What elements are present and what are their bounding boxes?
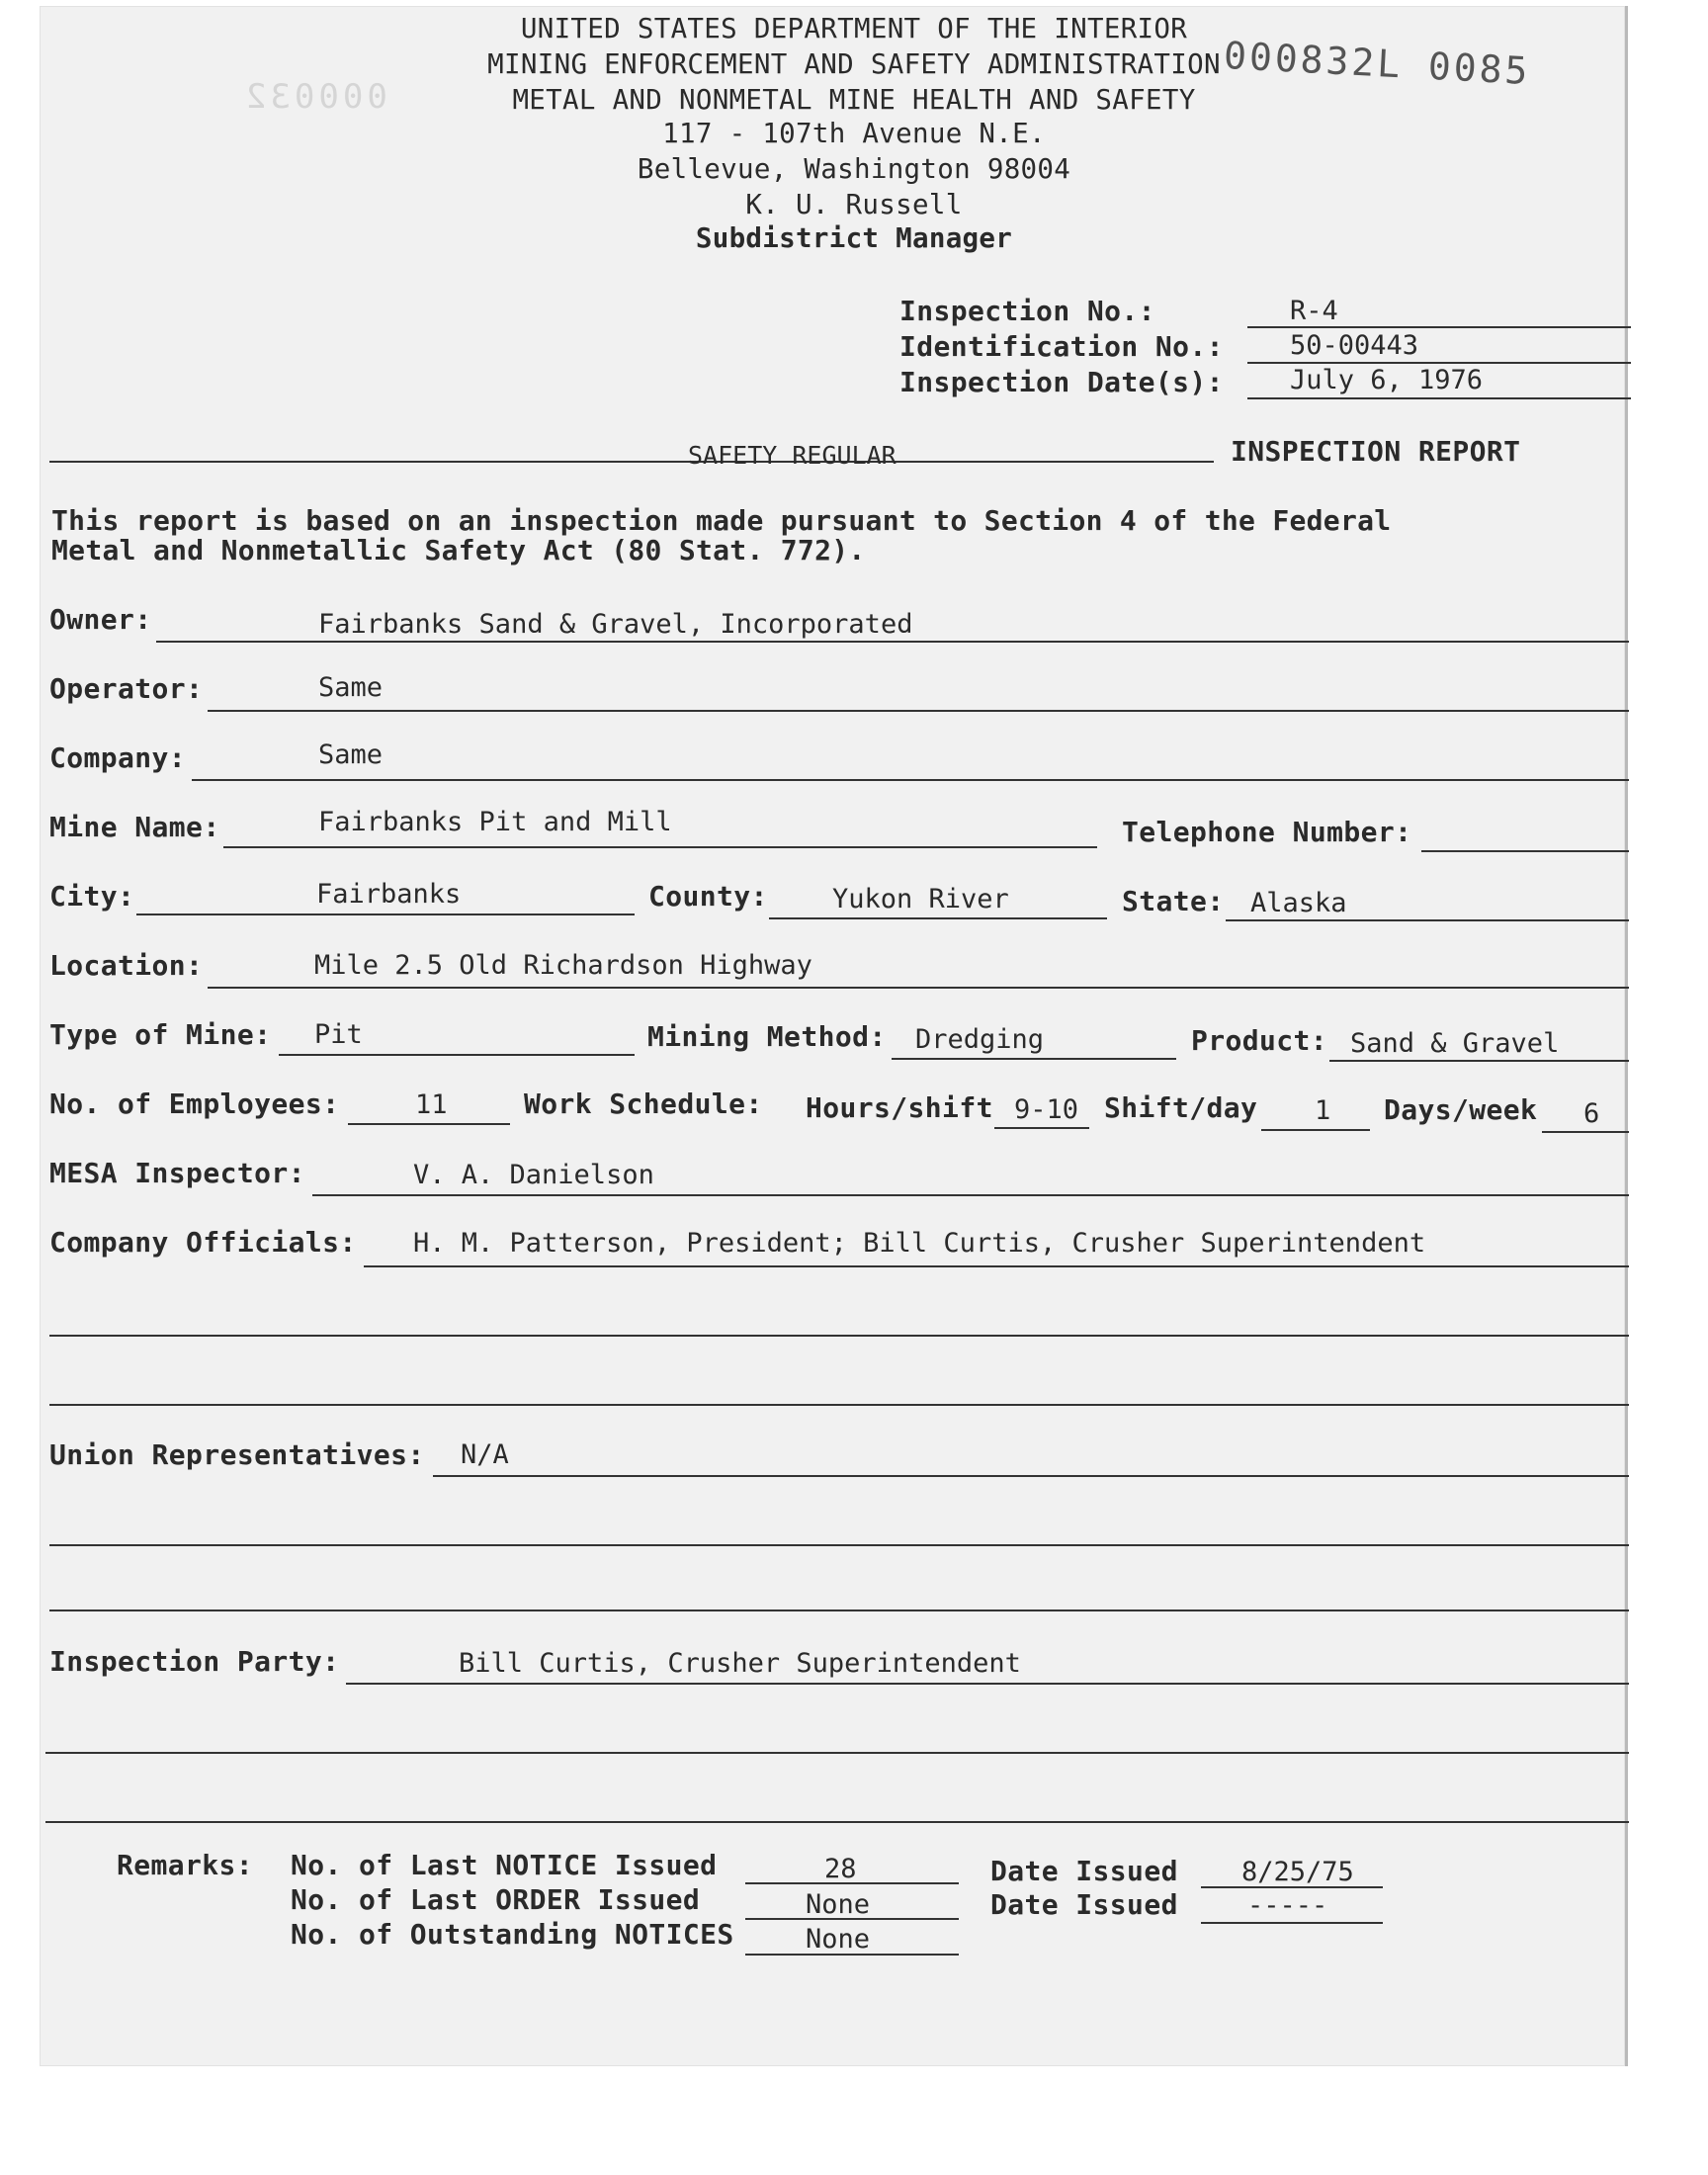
telephone-label: Telephone Number: bbox=[1122, 816, 1412, 848]
owner-value: Fairbanks Sand & Gravel, Incorporated bbox=[318, 609, 913, 640]
type-of-mine-label: Type of Mine: bbox=[49, 1018, 272, 1051]
agency-name: UNITED STATES DEPARTMENT OF THE INTERIOR bbox=[520, 13, 1188, 44]
location-line bbox=[208, 987, 1629, 989]
party-line bbox=[346, 1683, 1629, 1685]
order-date-label: Date Issued bbox=[990, 1888, 1178, 1921]
company-label: Company: bbox=[49, 741, 187, 774]
county-value: Yukon River bbox=[832, 884, 1009, 914]
intro-line-1: This report is based on an inspection made pursuant to Section 4 of the Federal bbox=[51, 504, 1392, 537]
identification-no-value: 50-00443 bbox=[1290, 330, 1419, 361]
telephone-line bbox=[1421, 850, 1629, 852]
union-value: N/A bbox=[461, 1439, 509, 1470]
report-type-line bbox=[49, 461, 1214, 463]
city-value: Fairbanks bbox=[316, 879, 462, 910]
inspector-value: V. A. Danielson bbox=[413, 1160, 654, 1190]
state-label: State: bbox=[1122, 885, 1225, 917]
party-extra-line-2 bbox=[45, 1821, 1629, 1823]
officials-extra-line-1 bbox=[49, 1335, 1629, 1337]
mine-name-label: Mine Name: bbox=[49, 811, 220, 843]
last-notice-value: 28 bbox=[824, 1854, 857, 1884]
party-value: Bill Curtis, Crusher Superintendent bbox=[459, 1648, 1021, 1679]
mining-method-value: Dredging bbox=[915, 1024, 1045, 1055]
manager-name: K. U. Russell bbox=[745, 189, 963, 220]
street-address: 117 - 107th Avenue N.E. bbox=[662, 118, 1046, 149]
product-value: Sand & Gravel bbox=[1350, 1028, 1560, 1059]
type-of-mine-line bbox=[279, 1054, 635, 1056]
report-type: SAFETY REGULAR bbox=[688, 441, 897, 470]
mine-name-line bbox=[223, 846, 1097, 848]
shift-day-line bbox=[1261, 1129, 1370, 1131]
employees-label: No. of Employees: bbox=[49, 1088, 340, 1120]
union-extra-line-1 bbox=[49, 1544, 1629, 1546]
city-address: Bellevue, Washington 98004 bbox=[637, 153, 1071, 185]
work-schedule-label: Work Schedule: bbox=[524, 1088, 763, 1120]
outstanding-notices-label: No. of Outstanding NOTICES bbox=[291, 1918, 734, 1951]
city-label: City: bbox=[49, 880, 135, 913]
mining-method-line bbox=[892, 1058, 1176, 1060]
operator-line bbox=[208, 710, 1629, 712]
hours-shift-value: 9-10 bbox=[1014, 1094, 1079, 1125]
intro-line-2: Metal and Nonmetallic Safety Act (80 Stat. 772). bbox=[51, 534, 866, 566]
ghost-stamp-number: 000032 bbox=[242, 77, 387, 117]
remarks-label: Remarks: bbox=[117, 1849, 254, 1881]
union-line bbox=[433, 1475, 1629, 1477]
division-name: METAL AND NONMETAL MINE HEALTH AND SAFETY bbox=[512, 84, 1196, 116]
employees-value: 11 bbox=[415, 1089, 448, 1120]
owner-label: Owner: bbox=[49, 603, 152, 636]
days-week-label: Days/week bbox=[1384, 1093, 1538, 1126]
inspector-label: MESA Inspector: bbox=[49, 1157, 305, 1189]
company-line bbox=[192, 779, 1629, 781]
location-label: Location: bbox=[49, 949, 204, 982]
inspector-line bbox=[312, 1194, 1629, 1196]
inspection-no-value: R-4 bbox=[1290, 296, 1338, 326]
manager-title: Subdistrict Manager bbox=[695, 222, 1013, 254]
inspection-dates-line bbox=[1247, 397, 1631, 399]
report-title: INSPECTION REPORT bbox=[1231, 435, 1521, 468]
union-extra-line-2 bbox=[49, 1610, 1629, 1611]
company-value: Same bbox=[318, 740, 384, 770]
type-of-mine-value: Pit bbox=[314, 1019, 363, 1050]
mine-name-value: Fairbanks Pit and Mill bbox=[318, 807, 672, 837]
party-extra-line-1 bbox=[45, 1752, 1629, 1754]
handwritten-stamp-number: 000832L 0085 bbox=[1223, 33, 1532, 94]
county-label: County: bbox=[648, 880, 768, 913]
party-label: Inspection Party: bbox=[49, 1645, 340, 1678]
days-week-value: 6 bbox=[1583, 1098, 1600, 1129]
location-value: Mile 2.5 Old Richardson Highway bbox=[314, 950, 812, 981]
county-line bbox=[769, 917, 1107, 919]
administration-name: MINING ENFORCEMENT AND SAFETY ADMINISTRATION bbox=[487, 48, 1221, 80]
officials-label: Company Officials: bbox=[49, 1226, 357, 1259]
shift-day-value: 1 bbox=[1315, 1095, 1331, 1126]
hours-shift-line bbox=[994, 1127, 1089, 1129]
last-order-label: No. of Last ORDER Issued bbox=[291, 1883, 701, 1916]
operator-value: Same bbox=[318, 672, 384, 703]
inspection-dates-label: Inspection Date(s): bbox=[899, 366, 1224, 398]
last-notice-label: No. of Last NOTICE Issued bbox=[291, 1849, 718, 1881]
last-order-value: None bbox=[806, 1889, 871, 1920]
order-date-value: ----- bbox=[1247, 1890, 1328, 1921]
identification-no-label: Identification No.: bbox=[899, 330, 1224, 363]
days-week-line bbox=[1542, 1131, 1629, 1133]
inspection-no-label: Inspection No.: bbox=[899, 295, 1155, 327]
inspection-dates-value: July 6, 1976 bbox=[1290, 365, 1484, 395]
operator-label: Operator: bbox=[49, 672, 204, 705]
hours-shift-label: Hours/shift bbox=[806, 1091, 993, 1124]
employees-line bbox=[348, 1123, 510, 1125]
product-label: Product: bbox=[1191, 1024, 1328, 1057]
shift-day-label: Shift/day bbox=[1104, 1091, 1258, 1124]
mining-method-label: Mining Method: bbox=[647, 1020, 887, 1053]
officials-extra-line-2 bbox=[49, 1404, 1629, 1406]
officials-line bbox=[364, 1265, 1629, 1267]
union-label: Union Representatives: bbox=[49, 1438, 425, 1471]
city-line bbox=[136, 914, 635, 915]
notice-date-value: 8/25/75 bbox=[1241, 1857, 1354, 1887]
notice-date-label: Date Issued bbox=[990, 1855, 1178, 1887]
outstanding-notices-value: None bbox=[806, 1924, 871, 1955]
state-value: Alaska bbox=[1250, 888, 1347, 918]
officials-value: H. M. Patterson, President; Bill Curtis, Crusher Superintendent bbox=[413, 1228, 1426, 1259]
